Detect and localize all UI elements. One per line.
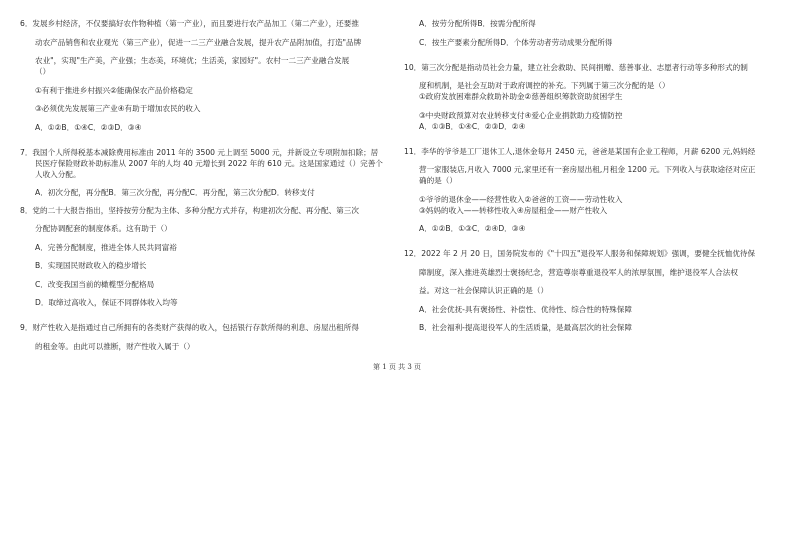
q11-item-2: ③妈妈的收入——转移性收入④房屋租金——财产性收入 <box>419 205 608 215</box>
q12-line-1: 12．2022 年 2 月 20 日，国务院发布的《"十四五"退役军人服务和保障规划》强调，要健全抚恤优待保 <box>404 249 756 258</box>
q7-options: A．初次分配，再分配B．第三次分配，再分配C．再分配，第三次分配D．转移支付 <box>35 188 315 197</box>
q10-line-1: 10．第三次分配是指动员社会力量，建立社会救助、民间捐赠、慈善事业、志愿者行动等多种形式的制 <box>404 62 748 72</box>
q12-line-3: 益。对这一社会保障认识正确的是（） <box>419 286 549 295</box>
question-9-options <box>404 18 774 48</box>
question-8 <box>20 205 390 309</box>
q10-line-2: 度和机制，是社会互助对于政府调控的补充。下列属于第三次分配的是（） <box>419 81 670 90</box>
q6-line-2: 动农产品销售和农业观光（第三产业），促进一二三产业融合发展，提升农产品附加值，打造"品牌 <box>35 37 362 47</box>
q9-line-2: 的租金等。由此可以推断，财产性收入属于（） <box>35 341 195 351</box>
left-column <box>20 18 390 358</box>
question-6 <box>20 18 390 133</box>
q8-line-1: 8．党的二十大报告指出，坚持按劳分配为主体、多种分配方式并存，构建初次分配、再分配、第三次 <box>20 205 359 215</box>
question-9 <box>20 322 390 352</box>
q10-item-2: ③中央财政预算对农业转移支付④爱心企业捐款助力疫情防控 <box>419 110 623 120</box>
q6-item-1: ①有利于推进乡村振兴②能确保农产品价格稳定 <box>35 85 193 95</box>
q11-line-2: 营一家服装店,月收入 7000 元,家里还有一套房屋出租,月租金 1200 元。下列收入与获取途径对应正 <box>419 165 756 174</box>
q7-line-2: 民医疗保险财政补助标准从 2007 年的人均 40 元增长到 2022 年的 610 元。这是国家通过（）完善个 <box>35 158 383 168</box>
q11-line-1: 11．李华的爷爷是工厂退休工人,退休金每月 2450 元，爸爸是某国有企业工程师，月薪 6200 元,妈妈经 <box>404 146 756 156</box>
q8-option-d: D．取缔过高收入，保证不同群体收入均等 <box>35 298 178 307</box>
q12-line-2: 障制度，深入推进英雄烈士褒扬纪念，营造尊崇尊重退役军人的浓厚氛围，维护退役军人合法权 <box>419 267 738 277</box>
q9-option-ab: A．按劳分配所得B．按需分配所得 <box>419 19 536 28</box>
right-column <box>404 18 774 340</box>
page-number-footer: 第 1 页 共 3 页 <box>372 363 422 371</box>
question-7 <box>20 147 390 199</box>
q6-line-1: 6．发展乡村经济，不仅要搞好农作物种植（第一产业），而且要进行农产品加工（第二产业），还要推 <box>20 19 359 28</box>
q11-line-3: 确的是（） <box>419 176 457 185</box>
q10-options: A．①③B．①④C．②③D．②④ <box>419 121 526 131</box>
q9-line-1: 9．财产性收入是指通过自己所拥有的各类财产获得的收入，包括银行存款所得的利息、房屋出租所得 <box>20 323 359 332</box>
q8-line-2: 分配协调配套的制度体系。这有助于（） <box>35 224 172 233</box>
q11-item-1: ①爷爷的退休金——经营性收入②爸爸的工资——劳动性收入 <box>419 194 623 204</box>
q8-option-a: A．完善分配制度，推进全体人民共同富裕 <box>35 242 177 252</box>
q12-option-b: B．社会福利-提高退役军人的生活质量，是最高层次的社会保障 <box>419 323 632 332</box>
q8-option-b: B．实现国民财政收入的稳步增长 <box>35 261 147 270</box>
q7-line-3: 人收入分配。 <box>35 169 81 179</box>
q12-option-a: A．社会优抚-具有褒扬性、补偿性、优待性、综合性的特殊保障 <box>419 304 632 314</box>
q9-option-cd: C．按生产要素分配所得D．个体劳动者劳动成果分配所得 <box>419 37 613 47</box>
q11-options: A．①②B．①③C．②④D．③④ <box>419 224 526 233</box>
question-10 <box>404 62 774 132</box>
question-12 <box>404 248 774 333</box>
q6-options: A．①②B．①④C．②③D．③④ <box>35 122 142 132</box>
question-11 <box>404 146 774 235</box>
q6-line-3: 农业"，实现"生产美，产业强；生态美，环境优；生活美，家园好"。农村一二三产业融合发展 <box>35 56 350 65</box>
q6-line-4: （） <box>35 67 51 76</box>
q6-item-2: ③必须优先发展第三产业④有助于增加农民的收入 <box>35 104 201 113</box>
q10-item-1: ①政府发放困难群众救助补助金②慈善组织筹款资助贫困学生 <box>419 92 623 101</box>
q7-line-1: 7．我国个人所得税基本减除费用标准由 2011 年的 3500 元上调至 5000 元，并新设立专项附加扣除；居 <box>20 147 379 157</box>
q8-option-c: C．改变我国当前的橄榄型分配格局 <box>35 279 155 289</box>
